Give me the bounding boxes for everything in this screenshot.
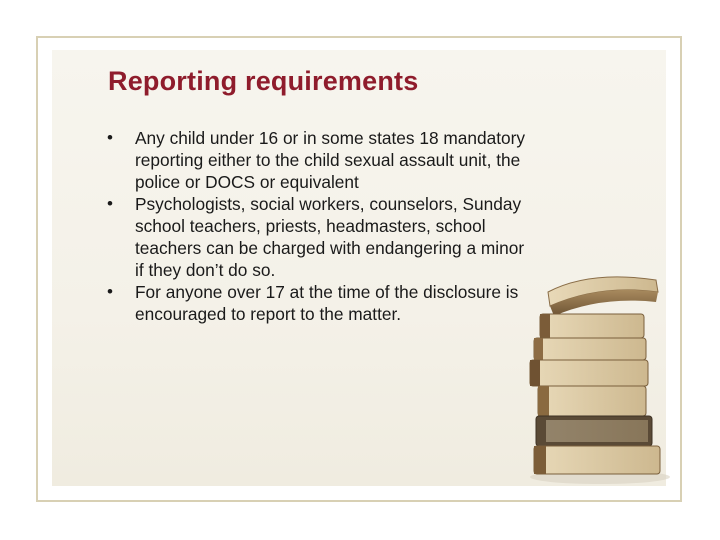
book-stack-image — [520, 262, 670, 487]
bullet-marker: • — [107, 282, 113, 301]
bullet-text: Psychologists, social workers, counselors, Sunday school teachers, priests, headmasters, school teachers can be charged with endangering a minor if they don’t do so. — [135, 194, 525, 280]
bullet-text: Any child under 16 or in some states 18 mandatory reporting either to the child sexual assault unit, the police or DOCS or equivalent — [135, 128, 526, 192]
bullet-item — [106, 193, 526, 281]
bullet-marker: • — [107, 194, 113, 213]
bullet-marker: • — [107, 128, 113, 147]
bullet-list — [106, 127, 526, 325]
bullet-item — [106, 281, 526, 325]
bullet-item — [106, 127, 526, 193]
bullet-text: For anyone over 17 at the time of the disclosure is encouraged to report to the matter. — [135, 282, 519, 324]
slide-title: Reporting requirements — [108, 66, 419, 96]
